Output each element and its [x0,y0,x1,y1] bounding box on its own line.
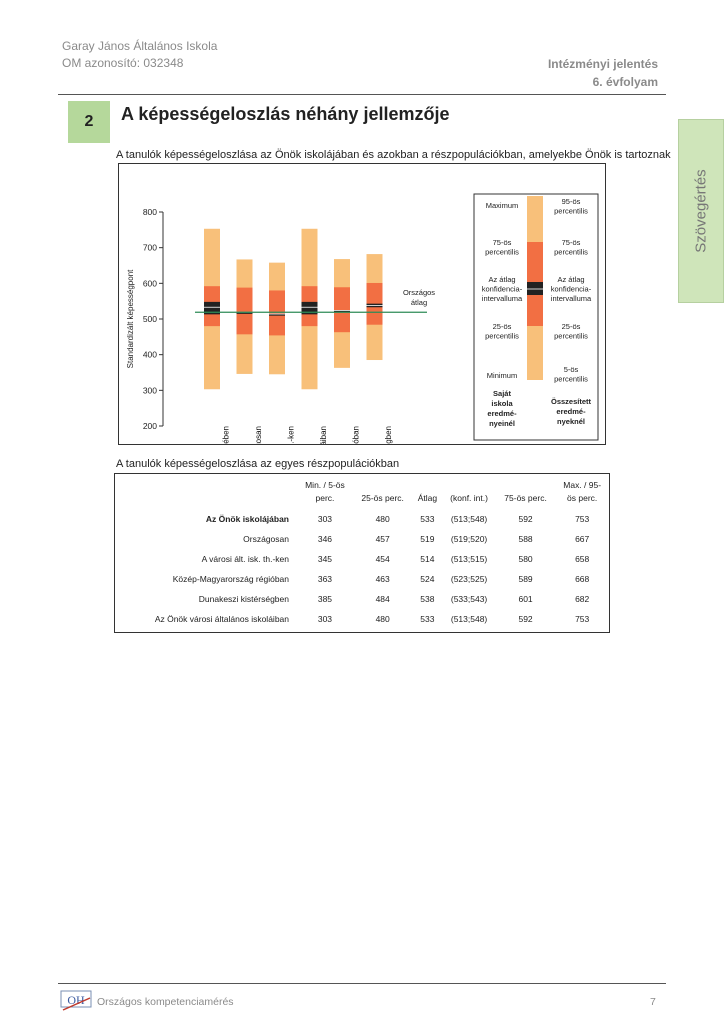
cell-max: 682 [575,594,590,604]
legend-right-line: percentilis [554,374,588,384]
cell-p75: 592 [518,514,533,524]
legend-right-label [554,238,588,257]
legend-right-label [554,197,588,216]
legend-footer-left: Saját [493,389,511,398]
legend-left-label [485,238,519,257]
legend-footer-left: nyeinél [489,419,515,428]
header-min-line1: Min. / 5-ös [305,480,345,490]
legend-footer-right: Összesített [550,397,592,406]
subject-side-tab-label: Szövegértés [692,169,710,253]
legend-footer-right: eredmé- [556,407,586,416]
cell-max: 658 [575,554,590,564]
y-tick-label: 600 [142,278,157,289]
cell-ci: (513;548) [450,514,488,524]
header-max-line1: Max. / 95- [563,480,602,490]
grade: 6. évfolyam [592,75,658,89]
table-caption: A tanulók képességeloszlása az egyes részpopulációkban [116,458,400,470]
y-tick-label: 500 [142,314,157,324]
table-row [115,569,610,589]
cell-p75: 589 [518,574,533,584]
cell-min: 385 [317,594,333,604]
cell-p25: 454 [375,554,390,564]
section-number: 2 [68,101,110,143]
header-cell-min [297,474,353,510]
row-label: Közép-Magyarország régióban [172,574,289,584]
cell-max: 753 [575,514,590,524]
cell-min: 303 [317,514,333,524]
chart-caption: A tanulók képességeloszlása az Önök iskolájában és azokban a részpopulációkban, amelyekbe Önök is tartoznak [116,149,671,161]
footer-text: Országos kompetenciamérés [97,996,234,1008]
cell-ci: (519;520) [450,534,488,544]
cell-p75: 601 [518,594,533,604]
legend-right-line: percentilis [554,206,588,216]
legend-footer-left: eredmé- [487,409,517,418]
subject-side-tab[interactable] [678,119,724,303]
legend-left-label [485,322,519,341]
legend-right-line: percentilis [554,247,588,257]
cell-p25: 457 [375,534,390,544]
box-inner [269,290,285,335]
header-min-line2: perc. [315,493,335,503]
cell-p25: 480 [375,614,390,624]
legend-footer-right: nyeknél [557,417,585,426]
cell-max: 668 [575,574,590,584]
cell-ci: (513;515) [450,554,488,564]
cell-min: 345 [317,554,333,564]
category-label [222,426,231,444]
header-cell-mean: Átlag [417,493,438,503]
y-tick-label: 800 [142,207,157,217]
cell-p75: 592 [518,614,533,624]
header-cell-ci: (konf. int.) [450,493,488,503]
legend-footer-left: iskola [491,399,513,408]
legend-right-label [551,275,592,303]
row-label: Az Önök városi általános iskoláiban [154,614,289,624]
legend-right-label [554,322,588,341]
cell-mean: 533 [420,614,435,624]
cell-mean: 524 [420,574,435,584]
legend-left-line: 75-ös [492,238,512,247]
cell-ci: (523;525) [450,574,488,584]
box-inner [334,287,350,332]
legend-left-line: konfidencia- [481,284,523,294]
box-chart [119,164,605,444]
legend-left-label [482,275,523,303]
cell-min: 303 [317,614,333,624]
legend-right-label [554,365,588,384]
cell-p25: 480 [375,514,390,524]
row-label: A városi ált. isk. th.-ken [201,554,289,564]
oh-logo [60,988,94,1014]
header-cell-label [115,474,298,510]
legend-right-line: 25-ös [561,322,581,331]
header-cell-max [555,474,609,510]
header-max-line2: ös perc. [567,493,598,503]
legend-right-line: 75-ös [561,238,581,247]
legend-right-line: percentilis [554,331,588,341]
row-label: Dunakeszi kistérségben [198,594,289,604]
om-id: OM azonosító: 032348 [62,56,184,70]
legend-right-line: 95-ös [561,197,581,206]
box-inner [237,288,253,335]
row-label: Országosan [243,534,289,544]
reference-label-line1: Országos [402,288,436,297]
category-label [319,426,328,444]
legend-left-line: intervalluma [481,294,523,303]
cell-p25: 463 [375,574,390,584]
cell-mean: 514 [420,554,435,564]
legend [474,194,598,440]
y-tick-label: 200 [142,421,157,431]
section-title: A képességeloszlás néhány jellemzője [121,104,450,124]
cell-ci: (513;548) [450,614,488,624]
table-row [115,529,610,549]
cell-max: 667 [575,534,590,544]
cell-mean: 538 [420,594,435,604]
cell-p75: 580 [518,554,533,564]
legend-right-line: intervalluma [550,294,592,303]
table-row [115,509,610,529]
footer-divider [58,983,666,984]
table-body [115,509,610,633]
logo-text: OH [67,993,85,1007]
cell-p75: 588 [518,534,533,544]
table-header-row [115,474,610,510]
y-tick-label: 700 [142,242,157,253]
y-tick-label: 300 [142,385,157,396]
cell-min: 346 [317,534,333,544]
reference-label-line2: átlag [410,298,428,307]
legend-left-line: percentilis [485,331,519,341]
legend-right-line: Az átlag [557,275,585,284]
cell-max: 753 [575,614,590,624]
table-row [115,549,610,569]
cell-mean: 519 [420,534,435,544]
distribution-table [114,473,610,633]
category-label [384,426,393,444]
header-school-info [62,38,217,72]
y-tick-label: 400 [142,349,157,360]
table-row [115,609,610,633]
cell-min: 363 [317,574,333,584]
legend-left-line: Maximum [485,201,519,210]
category-label [352,426,361,444]
cell-mean: 533 [420,514,435,524]
legend-left-label [487,371,517,380]
legend-right-line: 5-ös [563,365,579,374]
legend-left-line: Az átlag [488,275,516,284]
header-cell-p25: 25-ös perc. [361,493,404,503]
table-row [115,589,610,609]
header-cell-p75: 75-ös perc. [504,493,547,503]
school-name: Garay János Általános Iskola [62,39,218,53]
category-label [287,426,296,444]
legend-left-line: percentilis [485,247,519,257]
y-axis-label: Standardizált képességpont [126,269,135,369]
row-label: Az Önök iskolájában [205,514,289,524]
legend-left-line: Minimum [486,371,518,380]
legend-right-line: konfidencia- [550,284,592,294]
legend-left-label [486,201,519,210]
y-axis [126,207,163,431]
legend-box-ci [527,282,543,295]
page-number: 7 [650,996,656,1008]
cell-ci: (533;543) [450,594,488,604]
cell-p25: 484 [375,594,390,604]
report-type: Intézményi jelentés [547,57,658,71]
box-series [204,229,393,444]
category-label [254,426,263,444]
header-divider [58,94,666,95]
header-report-info [548,55,658,91]
legend-left-line: 25-ös [492,322,512,331]
chart-frame [118,163,606,445]
